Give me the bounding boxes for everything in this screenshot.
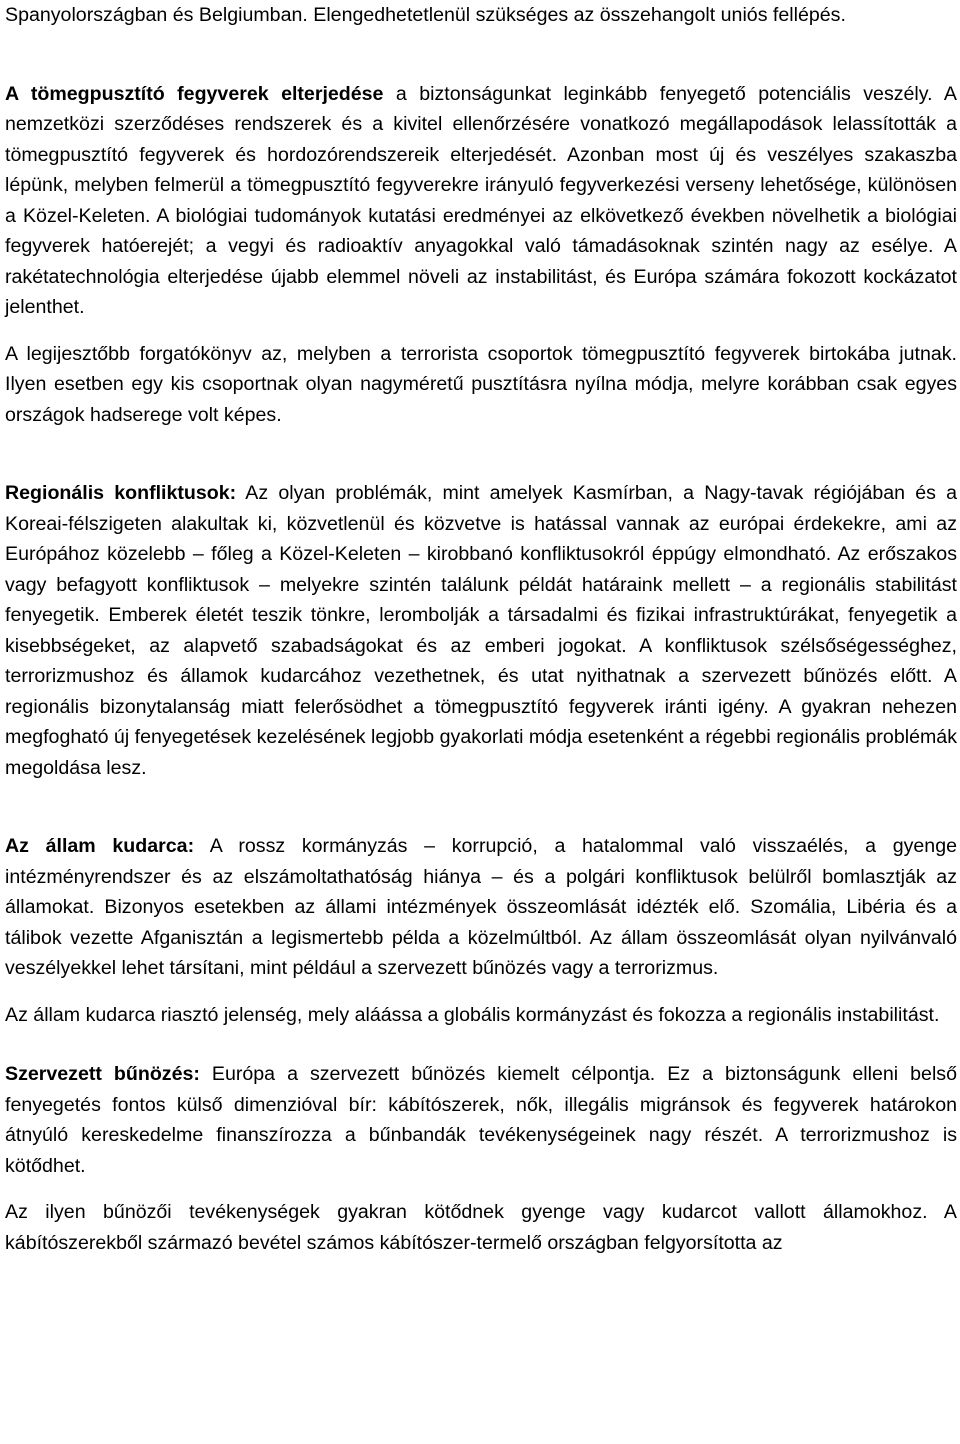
paragraph-state-failure-summary <box>5 1000 957 1031</box>
paragraph-text: A legijesztőbb forgatókönyv az, melyben a terrorista csoportok tömegpusztító fegyverek birtokába jutnak. Ilyen esetben egy kis csoportnak olyan nagyméretű pusztításra nyílna módja, melyre korábban csak egyes országok hadserege volt képes. <box>5 342 957 426</box>
section-organised-crime <box>5 1059 957 1181</box>
paragraph-text: Európa a szervezett bűnözés kiemelt célpontja. Ez a biztonságunk elleni belső fenyegetés fontos külső dimenzióval bír: kábítószerek, nők, illegális migránsok és fegyverek határokon átnyúló kereskedelme finanszírozza a bűnbandák tevékenységeinek nagy részét. A terrorizmushoz is kötődhet. <box>5 1063 957 1177</box>
document-page <box>5 0 957 1258</box>
paragraph-text: Az állam kudarca riasztó jelenség, mely aláássa a globális kormányzást és fokozza a regionális instabilitást. <box>5 1003 940 1026</box>
section-title-organised-crime: Szervezett bűnözés: <box>5 1063 200 1085</box>
paragraph-eu-action <box>5 0 957 31</box>
paragraph-text: a biztonságunkat leginkább fenyegető potenciális veszély. A nemzetközi szerződéses rendszerek és a kivitel ellenőrzésére vonatkozó megállapodások lelassították a tömegpusztító fegyverek és hordozórendszereik elterjedését. Azonban most új és veszélyes szakaszba lépünk, melyben felmerül a tömegpusztító fegyverekre irányuló fegyverkezési verseny lehetősége, különösen a Közel-Keleten. A biológiai tudományok kutatási eredményei az elkövetkező években növelhetik a biológiai fegyverek hatóerejét; a vegyi és radioaktív anyagokkal való támadásoknak szintén nagy az esélye. A rakétatechnológia elterjedése újabb elemmel növeli az instabilitást, és Európa számára fokozott kockázatot jelenthet. <box>5 82 957 318</box>
wmd-lead-phrase: A tömegpusztító fegyverek elterjedése <box>5 82 384 105</box>
paragraph-text: A rossz kormányzás – korrupció, a hatalommal való visszaélés, a gyenge intézményrendszer és az elszámoltathatóság hiánya – és a polgári konfliktusok belülről bomlasztják az államokat. Bizonyos esetekben az állami intézmények összeomlását idézték elő. Szomália, Libéria és a tálibok vezette Afganisztán a legismertebb példa a közelmúltból. Az állam összeomlását olyan nyilvánvaló veszélyekkel lehet társítani, mint például a szervezett bűnözés vagy a terrorizmus. <box>5 835 957 979</box>
paragraph-criminal-activities <box>5 1197 957 1258</box>
paragraph-text: Az olyan problémák, mint amelyek Kasmírban, a Nagy-tavak régiójában és a Koreai-félszigeten alakultak ki, közvetlenül és közvetve is hatással vannak az európai érdekekre, ami az Európához közelebb – főleg a Közel-Keleten – kirobbanó konfliktusokról éppúgy elmondható. Az erőszakos vagy befagyott konfliktusok – melyekre szintén találunk példát határaink mellett – a regionális stabilitást fenyegetik. Emberek életét teszik tönkre, lerombolják a társadalmi és fizikai infrastruktúrákat, fenyegetik a kisebbségeket, az alapvető szabadságokat és az emberi jogokat. A konfliktusok szélsőségességhez, terrorizmushoz és államok kudarcához vezethetnek, és utat nyithatnak a szervezett bűnözés előtt. A regionális bizonytalanság miatt felerősödhet a tömegpusztító fegyverek iránti igény. A gyakran nehezen megfogható új fenyegetések kezelésének legjobb gyakorlati módja esetenként a régebbi regionális problémák megoldása lesz. <box>5 482 957 779</box>
paragraph-text: Az ilyen bűnözői tevékenységek gyakran kötődnek gyenge vagy kudarcot vallott államokhoz. A kábítószerekből származó bevétel számos kábítószer-termelő országban felgyorsította az <box>5 1201 957 1254</box>
section-state-failure <box>5 831 957 984</box>
section-title-regional-conflicts: Regionális konfliktusok: <box>5 482 237 504</box>
paragraph-wmd-proliferation <box>5 79 957 323</box>
paragraph-text: Spanyolországban és Belgiumban. Elengedhetetlenül szükséges az összehangolt uniós fellépés. <box>5 4 846 26</box>
section-regional-conflicts <box>5 478 957 783</box>
paragraph-terrorist-scenario <box>5 339 957 431</box>
section-title-state-failure: Az állam kudarca: <box>5 835 195 857</box>
